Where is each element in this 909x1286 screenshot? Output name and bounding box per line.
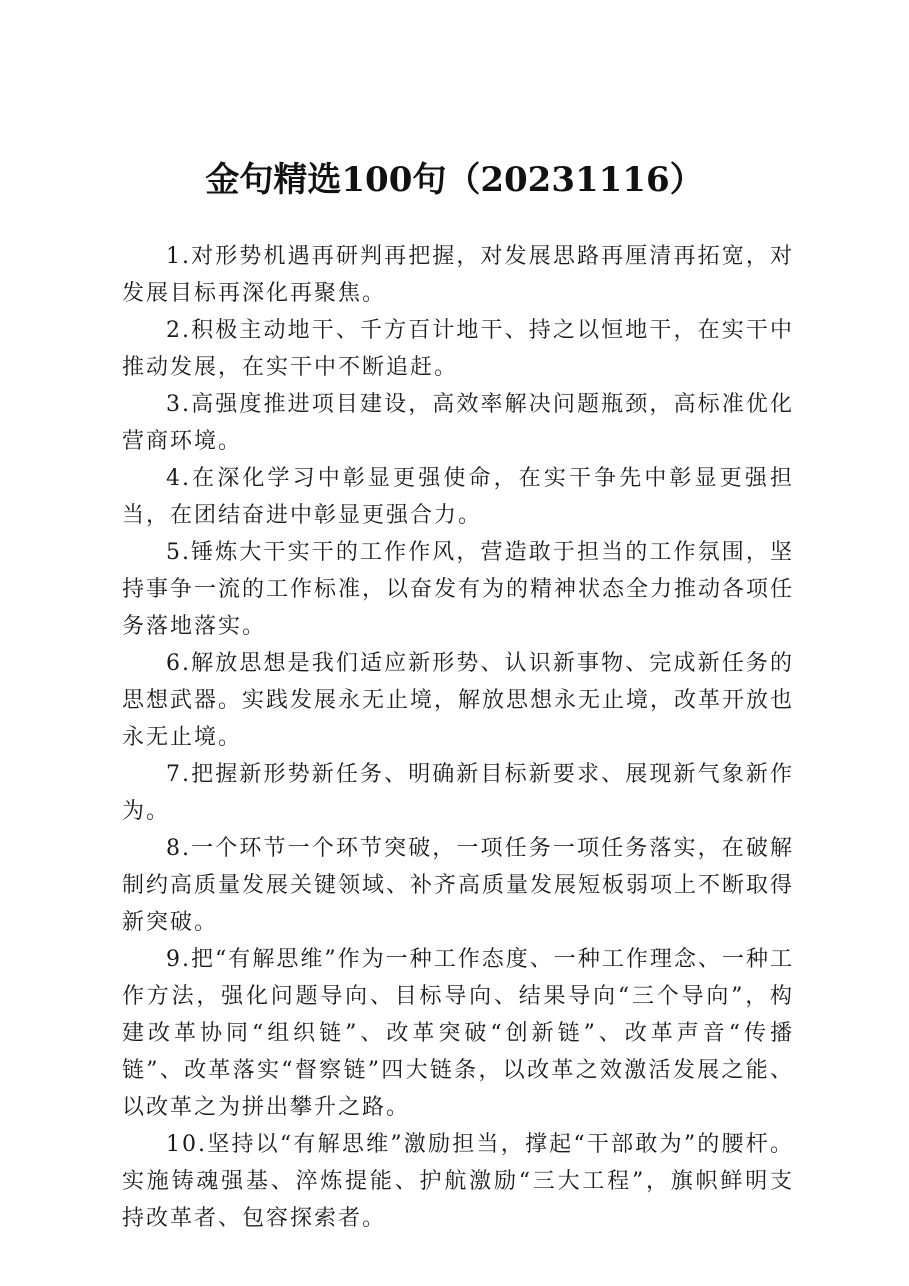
paragraph-1: 1.对形势机遇再研判再把握，对发展思路再厘清再拓宽，对发展目标再深化再聚焦。: [122, 244, 794, 306]
paragraph-4: 4.在深化学习中彰显更强使命，在实干争先中彰显更强担当，在团结奋进中彰显更强合力。: [122, 466, 794, 528]
paragraph-6: 6.解放思想是我们适应新形势、认识新事物、完成新任务的思想武器。实践发展永无止境，解放思想永无止境，改革开放也永无止境。: [122, 651, 795, 750]
paragraph-9: 9.把“有解思维”作为一种工作态度、一种工作理念、一种工作方法，强化问题导向、目标导向、结果导向“三个导向”，构建改革协同“组织链”、改革突破“创新链”、改革声音“传播链”、改革落实“督察链”四大链条，以改革之效激活发展之能、以改革之为拼出攀升之路。: [122, 947, 794, 1120]
paragraph-7: 7.把握新形势新任务、明确新目标新要求、展现新气象新作为。: [122, 762, 794, 824]
paragraph-10: 10.坚持以“有解思维”激励担当，撑起“干部敢为”的腰杆。实施铸魂强基、淬炼提能、护航激励“三大工程”，旗帜鲜明支持改革者、包容探索者。: [122, 1132, 794, 1231]
paragraph-3: 3.高强度推进项目建设，高效率解决问题瓶颈，高标准优化营商环境。: [122, 392, 794, 454]
document-body: [122, 238, 794, 1237]
document-title: 金句精选100句（20231116）: [205, 160, 704, 200]
paragraph-2: 2.积极主动地干、千方百计地干、持之以恒地干，在实干中推动发展，在实干中不断追赶。: [122, 318, 794, 380]
paragraph-8: 8.一个环节一个环节突破，一项任务一项任务落实，在破解制约高质量发展关键领域、补齐高质量发展短板弱项上不断取得新突破。: [122, 836, 795, 935]
paragraph-5: 5.锤炼大干实干的工作作风，营造敢于担当的工作氛围，坚持事争一流的工作标准，以奋发有为的精神状态全力推动各项任务落地落实。: [122, 540, 795, 639]
